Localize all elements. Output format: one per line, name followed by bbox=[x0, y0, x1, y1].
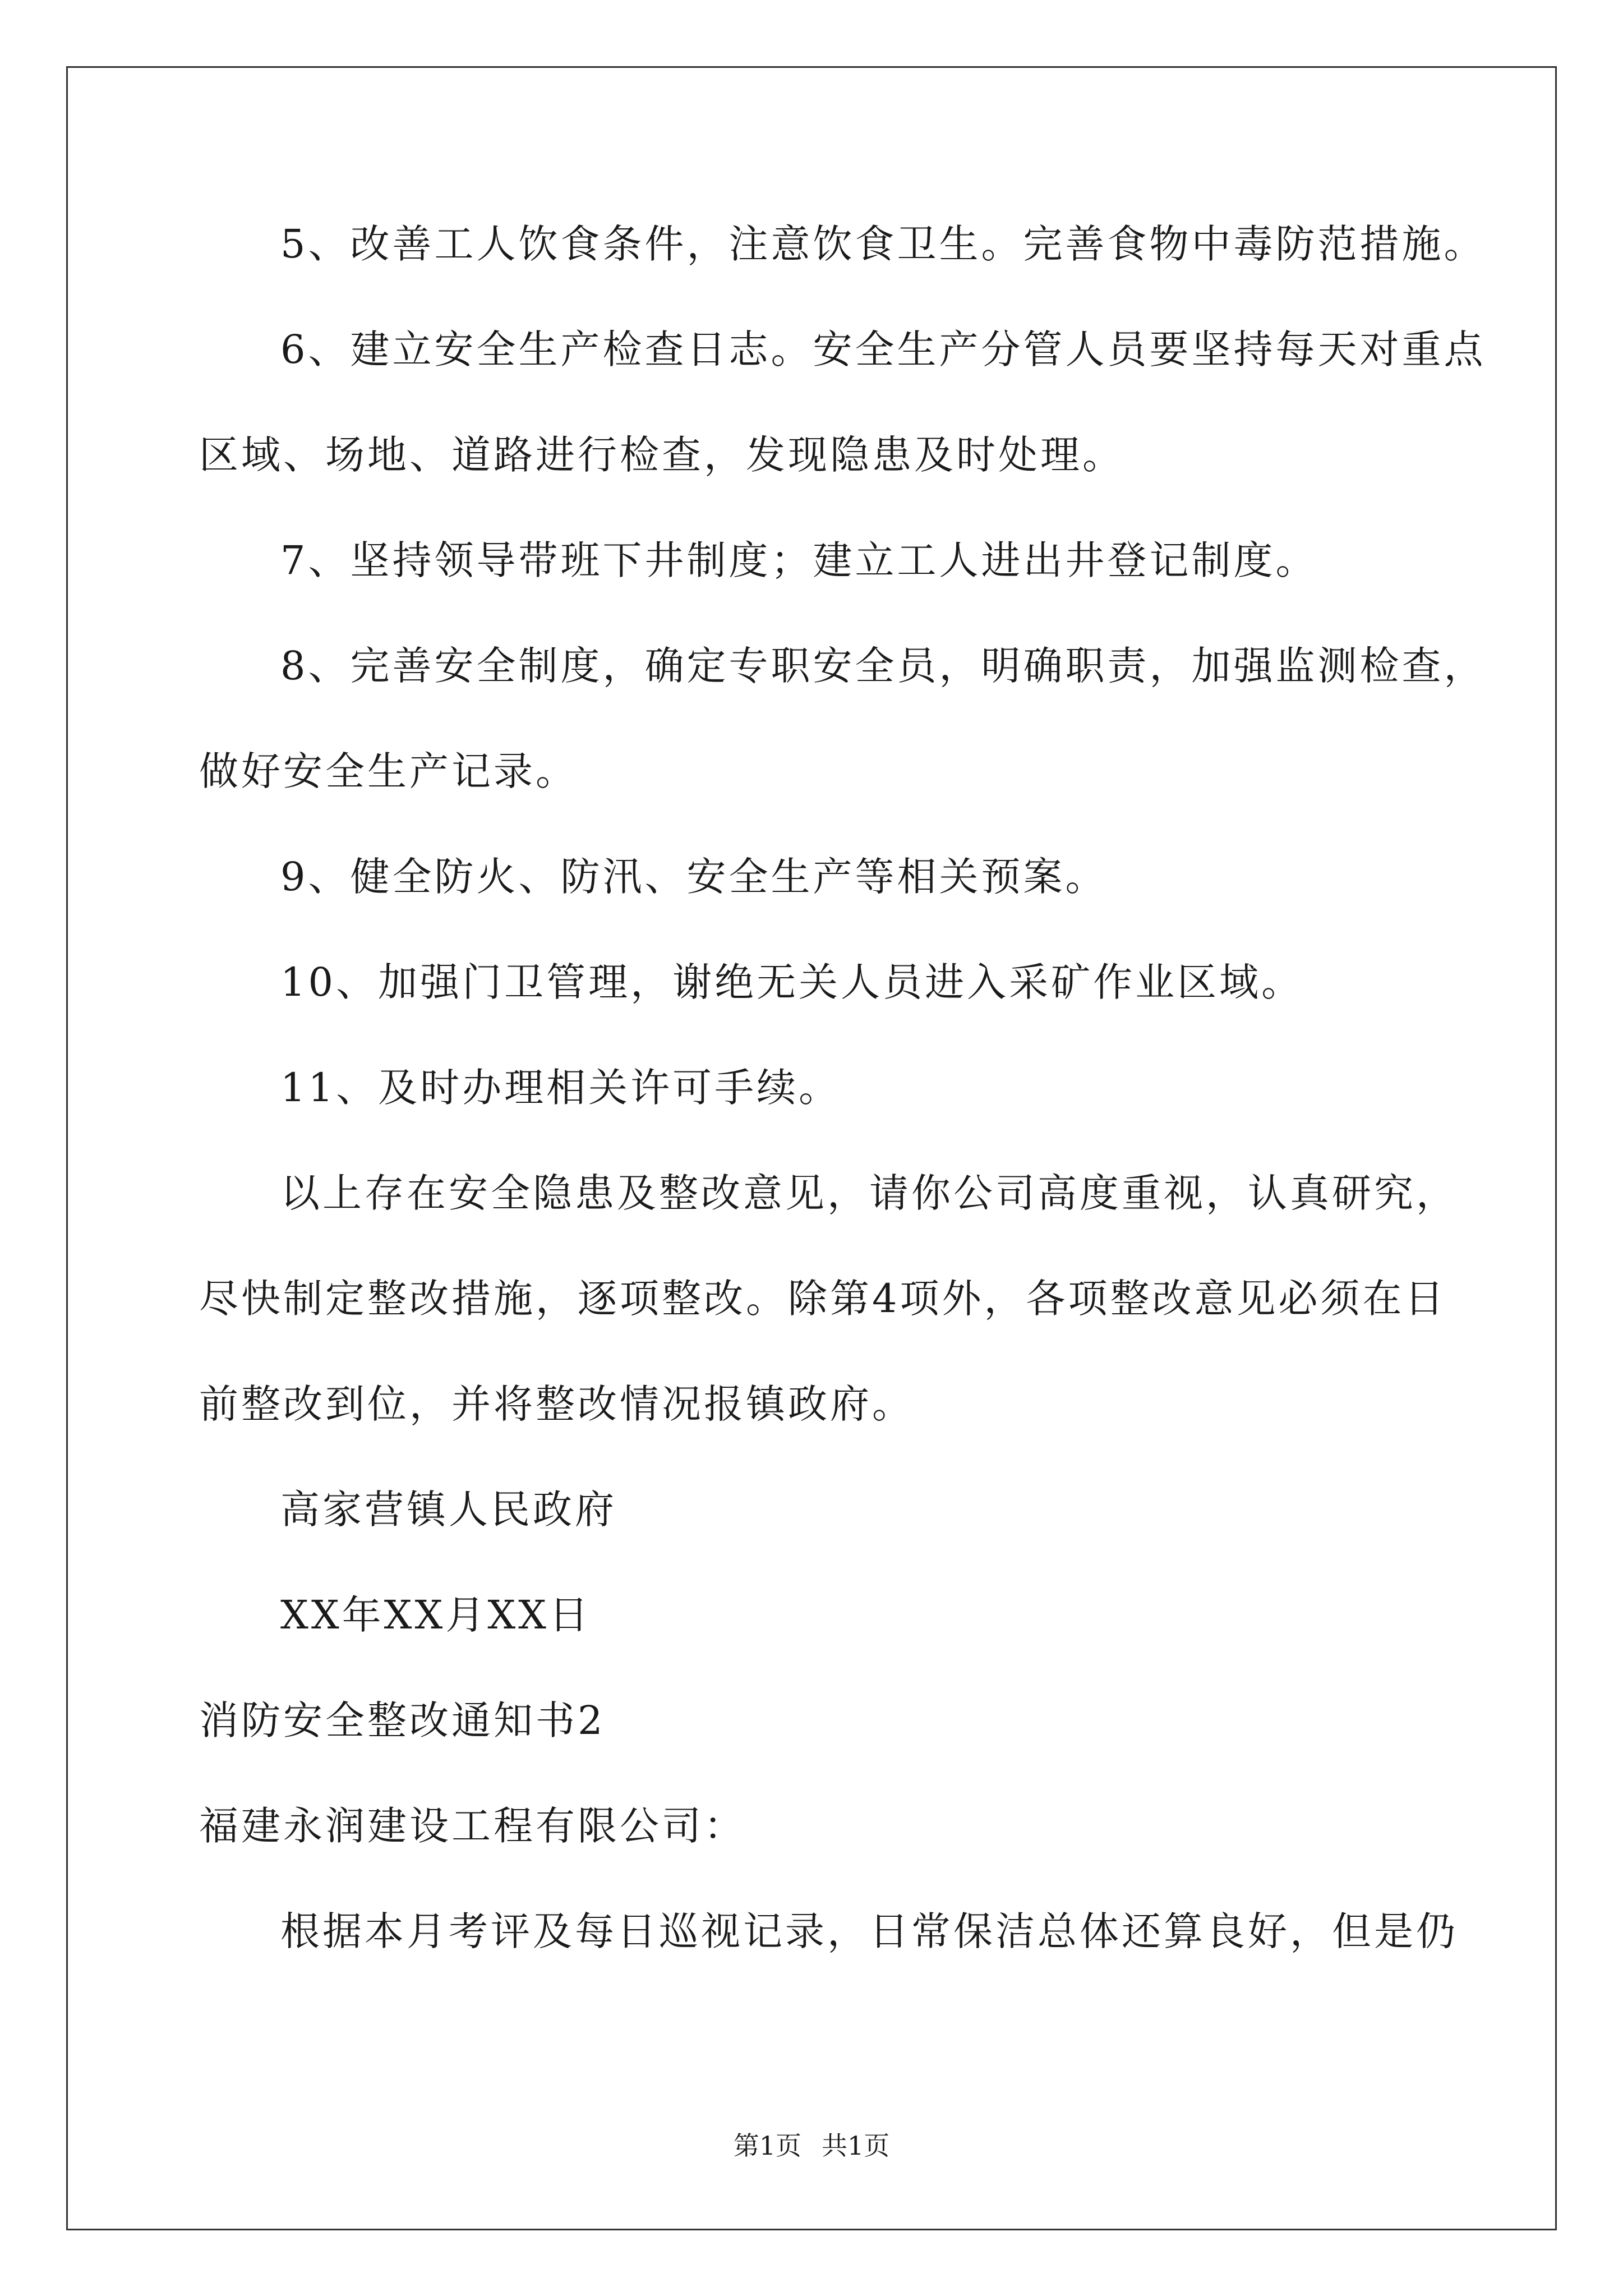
page-total: 共1页 bbox=[822, 2131, 890, 2161]
paragraph-line: 以上存在安全隐患及整改意见，请你公司高度重视，认真研究， bbox=[280, 1170, 1458, 1216]
paragraph-line: 做好安全生产记录。 bbox=[199, 748, 578, 794]
page-footer bbox=[0, 2129, 1623, 2162]
paragraph-line: 前整改到位，并将整改情况报镇政府。 bbox=[199, 1381, 914, 1427]
paragraph-line: 6、建立安全生产检查日志。安全生产分管人员要坚持每天对重点 bbox=[280, 326, 1486, 372]
paragraph-line: 8、完善安全制度，确定专职安全员，明确职责，加强监测检查， bbox=[280, 643, 1486, 689]
paragraph-line: 7、坚持领导带班下井制度；建立工人进出井登记制度。 bbox=[280, 537, 1318, 583]
section-title: 消防安全整改通知书2 bbox=[199, 1697, 606, 1743]
paragraph-line: 根据本月考评及每日巡视记录，日常保洁总体还算良好，但是仍 bbox=[280, 1908, 1458, 1954]
paragraph-line: 9、健全防火、防汛、安全生产等相关预案。 bbox=[280, 854, 1108, 900]
addressee: 福建永润建设工程有限公司： bbox=[199, 1803, 746, 1849]
page-number: 第1页 bbox=[733, 2131, 801, 2161]
paragraph-line: 区域、场地、道路进行检查，发现隐患及时处理。 bbox=[199, 432, 1124, 478]
paragraph-line: 11、及时办理相关许可手续。 bbox=[280, 1065, 841, 1111]
paragraph-line: 10、加强门卫管理，谢绝无关人员进入采矿作业区域。 bbox=[280, 959, 1304, 1005]
paragraph-line: 5、改善工人饮食条件，注意饮食卫生。完善食物中毒防范措施。 bbox=[280, 221, 1486, 267]
signature-organization: 高家营镇人民政府 bbox=[280, 1487, 617, 1533]
paragraph-line: 尽快制定整改措施，逐项整改。除第4项外，各项整改意见必须在日 bbox=[199, 1276, 1447, 1322]
signature-date: XX年XX月XX日 bbox=[280, 1592, 592, 1638]
